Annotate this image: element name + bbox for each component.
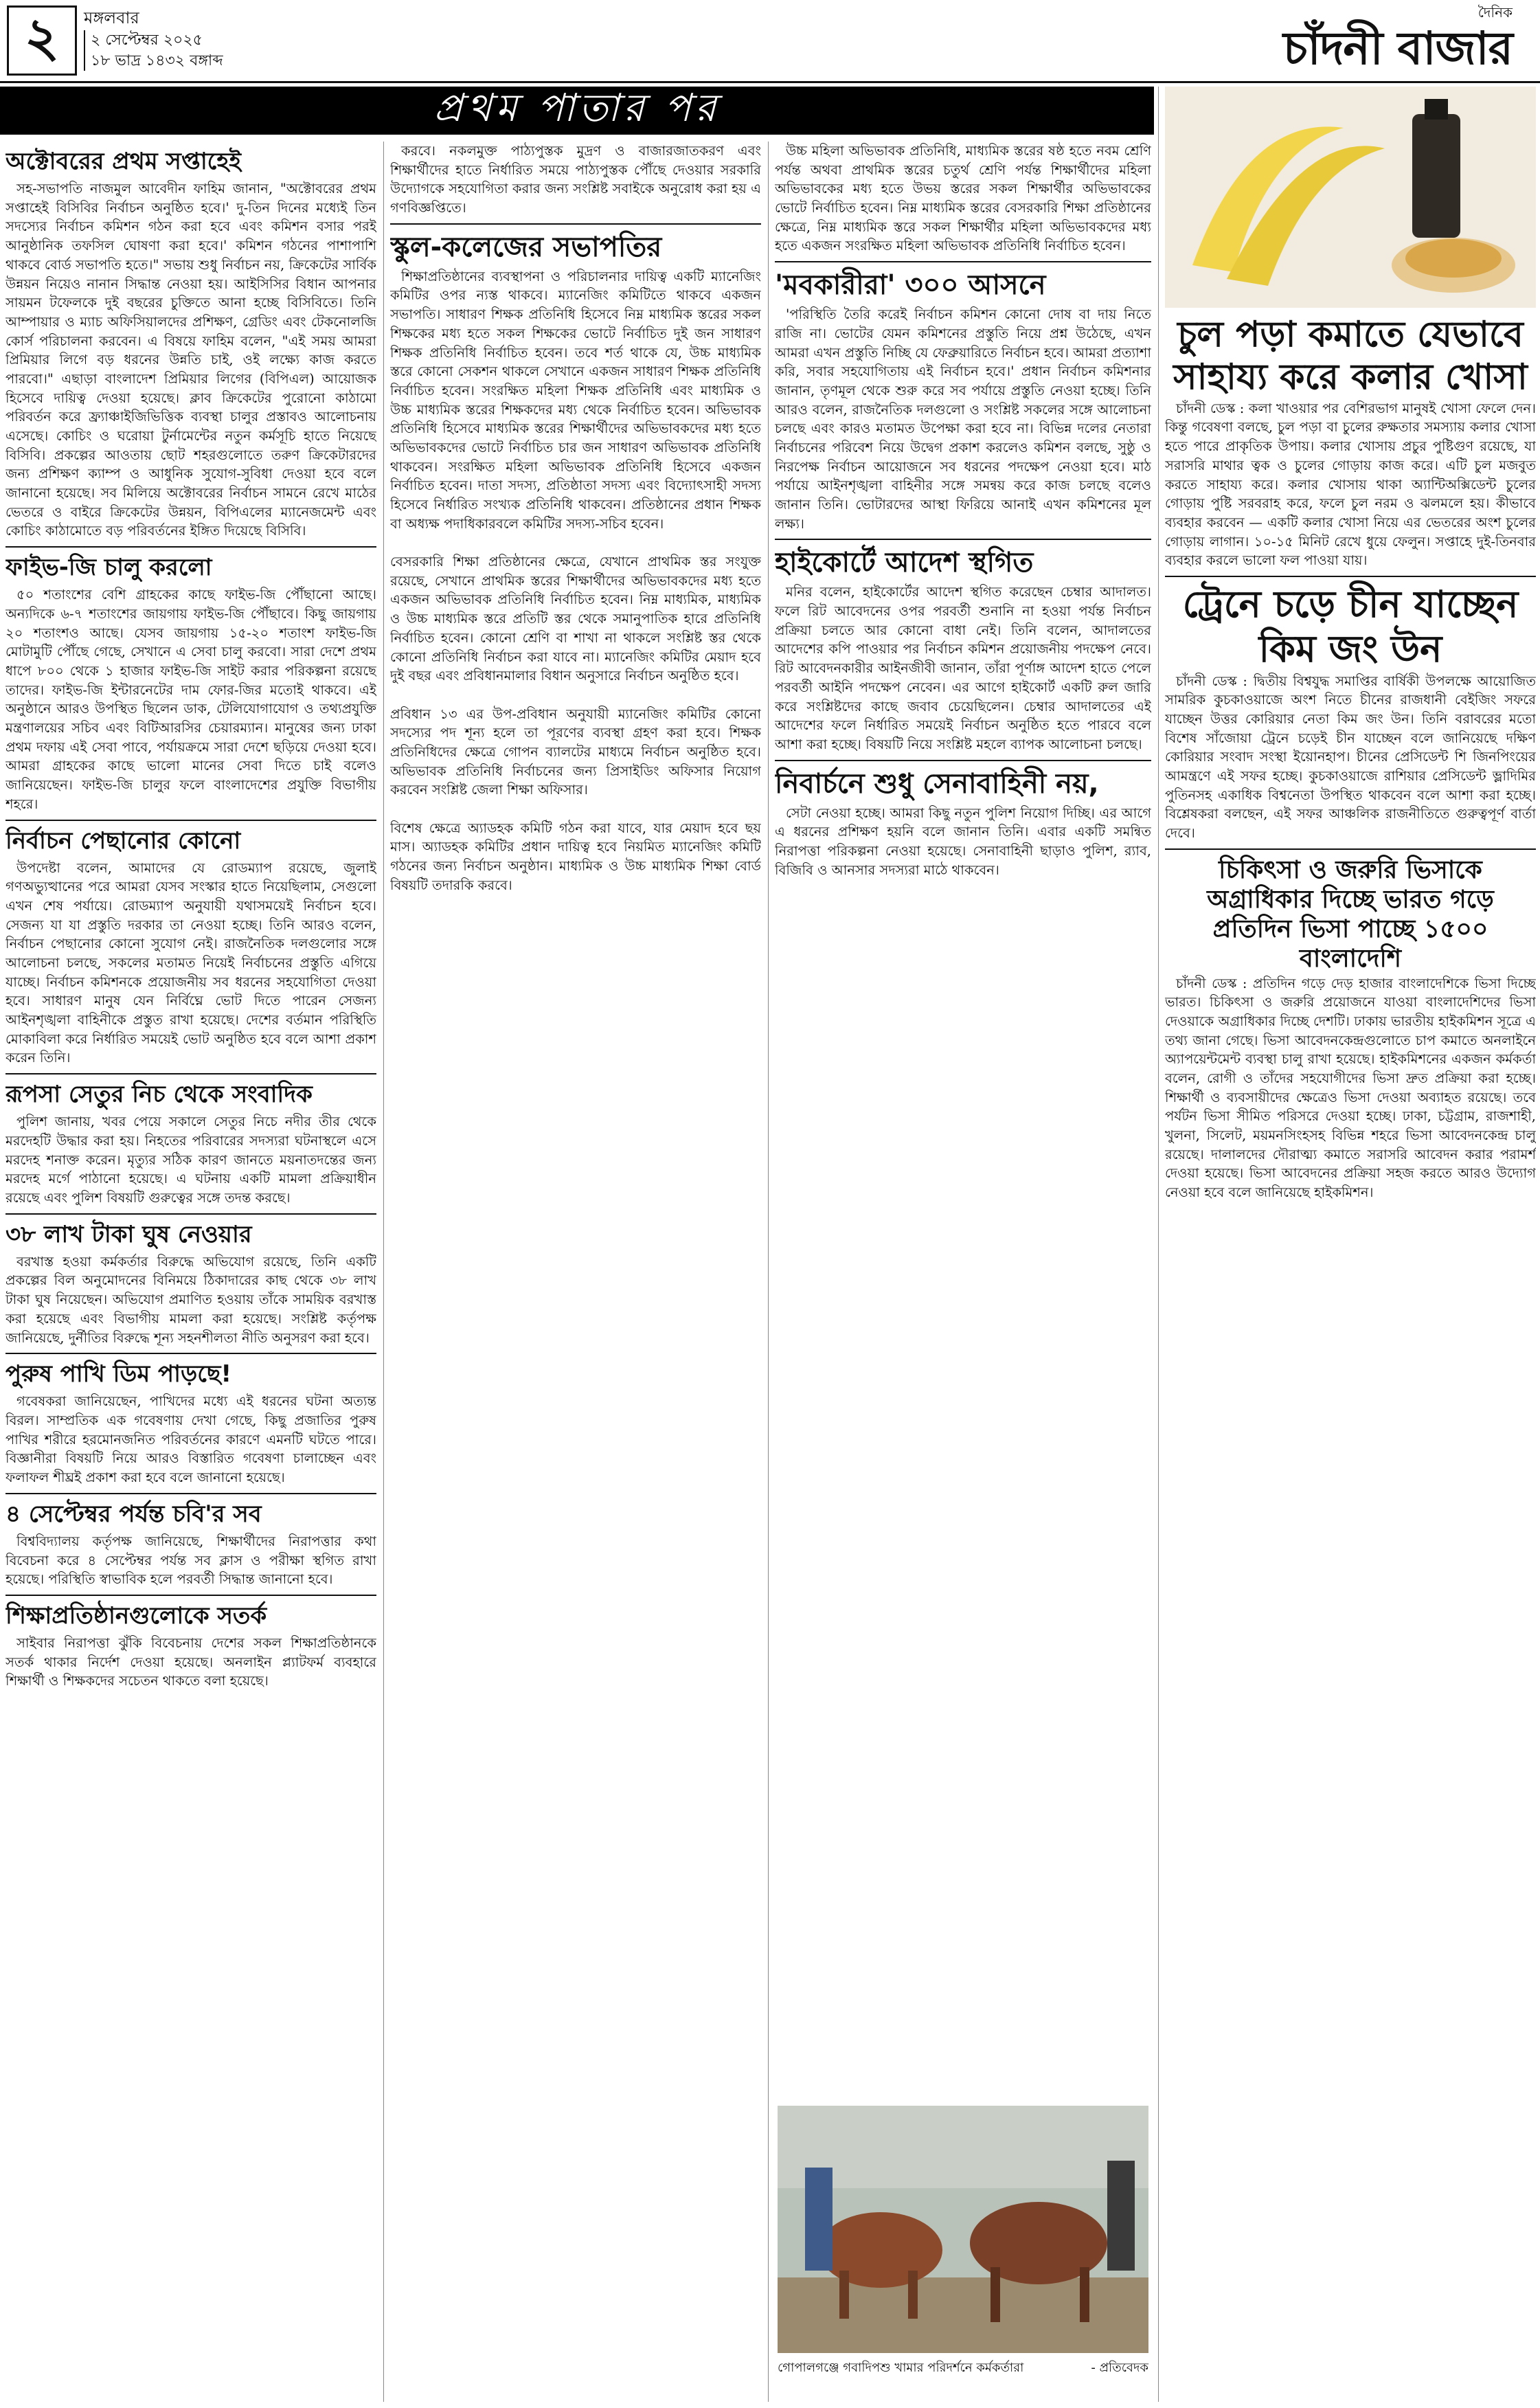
headline-mob-300-seats: 'মবকারীরা' ৩০০ আসনে bbox=[775, 269, 1046, 302]
photo-caption bbox=[778, 2358, 1148, 2379]
divider bbox=[5, 1213, 376, 1215]
caption-text: গোপালগঞ্জে গবাদিপশু খামার পরিদর্শনে কর্মকর্তারা bbox=[778, 2361, 1024, 2375]
story-kim-jong-un: চাঁদনী ডেস্ক : দ্বিতীয় বিশ্বযুদ্ধ সমাপ্তির বার্ষিকী উপলক্ষে আয়োজিত সামরিক কুচকাওয়াজে অংশ নিতে চীনের রাজধানী বেইজিং সফরে যাচ্ছেন উত্তর কোরিয়ার নেতা কিম জং উন। তিনি বরাবরের মতো বিশেষ সাঁজোয়া ট্রেনে চড়েই চীন যাচ্ছেন বলে জানিয়েছে দক্ষিণ কোরিয়ার সংবাদ সংস্থা ইয়োনহাপ। চীনের প্রেসিডেন্ট শি জিনপিংয়ের আমন্ত্রণে এই সফর হচ্ছে। কুচকাওয়াজে রাশিয়ার প্রেসিডেন্ট ভ্লাদিমির পুতিনসহ একাধিক বিশ্বনেতা উপস্থিত থাকবেন বলে আশা করা হচ্ছে। বিশ্লেষকরা বলছেন, এই সফর আঞ্চলিক রাজনীতিতে গুরুত্বপূর্ণ বার্তা দেবে। bbox=[1165, 673, 1536, 842]
issue-day: মঙ্গলবার bbox=[84, 8, 139, 27]
cattle-illustration bbox=[778, 2106, 1148, 2353]
story-institution-alert: সাইবার নিরাপত্তা ঝুঁকি বিবেচনায় দেশের সকল শিক্ষাপ্রতিষ্ঠানকে সতর্ক থাকার নির্দেশ দেওয়া হয়েছে। অনলাইন প্ল্যাটফর্ম ব্যবহারে শিক্ষার্থী ও শিক্ষকদের সচেতন থাকতে বলা হয়েছে। bbox=[5, 1635, 376, 1689]
story-school-continued: উচ্চ মহিলা অভিভাবক প্রতিনিধি, মাধ্যমিক স্তরের ষষ্ঠ হতে নবম শ্রেণি পর্যন্ত অথবা প্রাথমিক স্তরের চতুর্থ শ্রেণি পর্যন্ত শিক্ষার্থীদের মহিলা অভিভাবকের মধ্য হতে উভয় স্তরের সকল শিক্ষার্থীর অভিভাবকের ভোটে নির্বাচিত হবেন। নিম্ন মাধ্যমিক স্তরের বেসরকারি শিক্ষা প্রতিষ্ঠানের ক্ষেত্রে, নিম্ন মাধ্যমিক স্তরে সকল শিক্ষার্থীর মহিলা অভিভাবকদের মধ্য হতে একজন সংরক্ষিত মহিলা অভিভাবক প্রতিনিধি নির্বাচিত হবেন। bbox=[775, 143, 1151, 254]
headline-male-bird: পুরুষ পাখি ডিম পাড়ছে! bbox=[5, 1360, 232, 1388]
story-cu-closure: বিশ্ববিদ্যালয় কর্তৃপক্ষ জানিয়েছে, শিক্ষার্থীদের নিরাপত্তার কথা বিবেচনা করে ৪ সেপ্টেম্বর পর্যন্ত সব ক্লাস ও পরীক্ষা স্থগিত রাখা হয়েছে। পরিস্থিতি স্বাভাবিক হলে পরবর্তী সিদ্ধান্ত জানানো হবে। bbox=[5, 1533, 376, 1588]
divider bbox=[5, 820, 376, 821]
headline-india-visa: চিকিৎসা ও জরুরি ভিসাকে অগ্রাধিকার দিচ্ছে ভারত গড়ে প্রতিদিন ভিসা পাচ্ছে ১৫০০ বাংলাদেশি bbox=[1207, 855, 1494, 974]
story-bribe: বরখাস্ত হওয়া কর্মকর্তার বিরুদ্ধে অভিযোগ রয়েছে, তিনি একটি প্রকল্পের বিল অনুমোদনের বিনিময়ে ঠিকাদারের কাছ থেকে ৩৮ লাখ টাকা ঘুষ নিয়েছেন। অভিযোগ প্রমাণিত হওয়ায় তাঁকে সাময়িক বরখাস্ত করা হয়েছে এবং বিভাগীয় মামলা করা হয়েছে। সংশ্লিষ্ট কর্তৃপক্ষ জানিয়েছে, দুর্নীতির বিরুদ্ধে শূন্য সহনশীলতা নীতি অনুসরণ করা হবে। bbox=[5, 1253, 376, 1346]
divider bbox=[5, 1493, 376, 1494]
masthead bbox=[0, 0, 1540, 83]
page-number: ২ bbox=[7, 5, 77, 76]
story-banana-peel: চাঁদনী ডেস্ক : কলা খাওয়ার পর বেশিরভাগ মানুষই খোসা ফেলে দেন। কিন্তু গবেষণা বলছে, চুল পড়া বা চুলের রুক্ষতার সমস্যায় কলার খোসা হতে পারে প্রাকৃতিক উপায়। কলার খোসায় প্রচুর পুষ্টিগুণ রয়েছে, যা সরাসরি মাথার ত্বক ও চুলের গোড়ায় কাজ করে। এটি চুল মজবুত করতে সাহায্য করে। কলার খোসায় থাকা অ্যান্টিঅক্সিডেন্ট চুলের গোড়ায় পুষ্টি সরবরাহ করে, ফলে চুল নরম ও ঝলমলে হয়। কীভাবে ব্যবহার করবেন — একটি কলার খোসা নিয়ে এর ভেতরের অংশ চুলের গোড়ায় লাগান। ১০-১৫ মিনিট রেখে ধুয়ে ফেলুন। সপ্তাহে দুই-তিনবার ব্যবহার করলে ভালো ফল পাওয়া যায়। bbox=[1165, 400, 1536, 569]
date-bn: ১৮ ভাদ্র ১৪৩২ বঙ্গাব্দ bbox=[91, 52, 223, 69]
column-1 bbox=[5, 142, 376, 2402]
headline-cu-closure: ৪ সেপ্টেম্বর পর্যন্ত চবি'র সব bbox=[5, 1500, 262, 1528]
column-3 bbox=[775, 142, 1151, 2402]
divider bbox=[390, 223, 761, 225]
cattle-photo bbox=[778, 2106, 1148, 2353]
divider bbox=[775, 760, 1151, 761]
issue-dates bbox=[84, 30, 223, 71]
banana-photo bbox=[1165, 87, 1536, 308]
divider bbox=[5, 1353, 376, 1354]
banana-illustration bbox=[1165, 87, 1536, 308]
story-textbook-continued: করবে। নকলমুক্ত পাঠ্যপুস্তক মুদ্রণ ও বাজারজাতকরণ এবং শিক্ষার্থীদের হাতে নির্ধারিত সময়ে পাঠ্যপুস্তক পৌঁছে দেওয়ার সরকারি উদ্যোগকে সহযোগিতা করার জন্য সংশ্লিষ্ট সবাইকে অনুরোধ করা হয় এ গণবিজ্ঞপ্তিতে। bbox=[390, 143, 761, 216]
divider bbox=[1165, 848, 1536, 850]
headline-5g: ফাইভ-জি চালু করলো bbox=[5, 554, 212, 582]
brand-small: দৈনিক bbox=[1477, 4, 1513, 21]
story-male-bird: গবেষকরা জানিয়েছেন, পাখিদের মধ্যে এই ধরনের ঘটনা অত্যন্ত বিরল। সাম্প্রতিক এক গবেষণায় দেখা গেছে, কিছু প্রজাতির পুরুষ পাখির শরীরে হরমোনজনিত পরিবর্তনের কারণে এমনটি ঘটতে পারে। বিজ্ঞানীরা বিষয়টি নিয়ে আরও বিস্তারিত গবেষণা চালাচ্ছেন এবং ফলাফল শীঘ্রই প্রকাশ করা হবে বলে জানানো হয়েছে। bbox=[5, 1393, 376, 1486]
divider bbox=[775, 261, 1151, 262]
story-india-visa: চাঁদনী ডেস্ক : প্রতিদিন গড়ে দেড় হাজার বাংলাদেশিকে ভিসা দিচ্ছে ভারত। চিকিৎসা ও জরুরি প্রয়োজনে যাওয়া বাংলাদেশিদের ভিসা দেওয়াকে অগ্রাধিকার দিচ্ছে দেশটি। ঢাকায় ভারতীয় হাইকমিশন সূত্রে এ তথ্য জানা গেছে। ভিসা আবেদনকেন্দ্রগুলোতে চাপ কমাতে অনলাইনে অ্যাপয়েন্টমেন্ট ব্যবস্থা চালু রাখা হয়েছে। হাইকমিশনের একজন কর্মকর্তা বলেন, রোগী ও তাঁদের সহযোগীদের ভিসা দ্রুত প্রক্রিয়া করা হচ্ছে। শিক্ষার্থী ও ব্যবসায়ীদের ক্ষেত্রেও ভিসা দেওয়া অব্যাহত রয়েছে। তবে পর্যটন ভিসা সীমিত পরিসরে দেওয়া হচ্ছে। ঢাকা, চট্টগ্রাম, রাজশাহী, খুলনা, সিলেট, ময়মনসিংহসহ বিভিন্ন শহরে ভিসা আবেদনকেন্দ্র চালু রয়েছে। দালালদের দৌরাত্ম্য কমাতে সরাসরি আবেদন করার পরামর্শ দেওয়া হয়েছে। ভিসা আবেদনের প্রক্রিয়া সহজ করতে আরও উদ্যোগ নেওয়া হবে বলে জানিয়েছে হাইকমিশন। bbox=[1165, 975, 1536, 1201]
story-5g: ৫০ শতাংশের বেশি গ্রাহকের কাছে ফাইভ-জি পৌঁছানো আছে। অন্যদিকে ৬-৭ শতাংশের জায়গায় ফাইভ-জি পৌঁছাবে। কিছু জায়গায় ২০ শতাংশও আছে। যেসব জায়গায় ১৫-২০ শতাংশ ফাইভ-জি মোটামুটি পৌঁছে গেছে, সেখানে এ সেবা চালু করবো। সারা দেশে প্রথম ধাপে ৮০০ থেকে ১ হাজার ফাইভ-জি সাইট করার পরিকল্পনা রয়েছে তাদের। ফাইভ-জি ইন্টারনেটের দাম ফোর-জির মতোই থাকবে। এই অনুষ্ঠানে আরও উপস্থিত ছিলেন ডাক, টেলিযোগাযোগ ও তথ্যপ্রযুক্তি মন্ত্রণালয়ের সচিব এবং বিটিআরসির চেয়ারম্যান। মানুষের জন্য ঢাকা প্রথম দফায় এই সেবা পাবে, পর্যায়ক্রমে সারা দেশে ছড়িয়ে দেওয়া হবে। আমরা গ্রাহকের কাছে ভালো মানের সেবা দিতে চাই বলেও জানিয়েছেন। ফাইভ-জি চালুর ফলে বাংলাদেশের প্রযুক্তি বিভাগীয় শহরে। bbox=[5, 587, 376, 812]
headline-institution-alert: শিক্ষাপ্রতিষ্ঠানগুলোকে সতর্ক bbox=[5, 1601, 267, 1630]
headline-school-chairman: স্কুল-কলেজের সভাপতির bbox=[390, 231, 662, 263]
headline-election-army: নিবার্চনে শুধু সেনাবাহিনী নয়, bbox=[775, 767, 1099, 800]
headline-high-court: হাইকোর্টে আদেশ স্থগিত bbox=[775, 547, 1034, 579]
divider bbox=[5, 1073, 376, 1074]
brand-logo bbox=[1282, 3, 1513, 75]
headline-rupsha-bridge: রূপসা সেতুর নিচ থেকে সংবাদিক bbox=[5, 1081, 313, 1109]
headline-election-delay: নির্বাচন পেছানোর কোনো bbox=[5, 826, 241, 855]
story-rupsha-bridge: পুলিশ জানায়, খবর পেয়ে সকালে সেতুর নিচে নদীর তীর থেকে মরদেহটি উদ্ধার করা হয়। নিহতের পরিবারের সদস্যরা ঘটনাস্থলে এসে মরদেহ শনাক্ত করেন। মৃত্যুর সঠিক কারণ জানতে ময়নাতদন্তের জন্য মরদেহ মর্গে পাঠানো হয়েছে। এ ঘটনায় একটি মামলা প্রক্রিয়াধীন রয়েছে এবং পুলিশ বিষয়টি গুরুত্বের সঙ্গে তদন্ত করছে। bbox=[5, 1114, 376, 1206]
caption-credit: - প্রতিবেদক bbox=[1091, 2361, 1148, 2375]
story-election-army: সেটা নেওয়া হচ্ছে। আমরা কিছু নতুন পুলিশ নিয়োগ দিচ্ছি। এর আগে এ ধরনের প্রশিক্ষণ হয়নি বলে জানান তিনি। এবার একটি সমন্বিত নিরাপত্তা পরিকল্পনা নেওয়া হয়েছে। সেনাবাহিনী ছাড়াও পুলিশ, র‍্যাব, বিজিবি ও আনসার সদস্যরা মাঠে থাকবেন। bbox=[775, 804, 1151, 878]
headline-bribe: ৩৮ লাখ টাকা ঘুষ নেওয়ার bbox=[5, 1220, 252, 1248]
story-mob-300-seats: 'পরিস্থিতি তৈরি করেই নির্বাচন কমিশন কোনো দোষ বা দায় নিতে রাজি না। ভোটের যেমন কমিশনের প্রস্তুতি নিয়ে প্রশ্ন উঠেছে, এখন আমরা এখন প্রস্তুতি নিচ্ছি যে ফেব্রুয়ারিতে নির্বাচন হবে। আমরা প্রত্যাশা করি, সবার সহযোগিতায় এই নির্বাচন হবে।' প্রধান নির্বাচন কমিশনার জানান, তৃণমূল থেকে শুরু করে সব পর্যায়ে প্রস্তুতি নেওয়া হচ্ছে। তিনি আরও বলেন, রাজনৈতিক দলগুলো ও সংশ্লিষ্ট সকলের সঙ্গে আলোচনা চলছে এবং কারও মতামত উপেক্ষা করা হবে না। বিভিন্ন দলের নেতারা নির্বাচনের পরিবেশ নিয়ে উদ্বেগ প্রকাশ করলেও কমিশন বলছে, সুষ্ঠু ও নিরপেক্ষ নির্বাচন আয়োজনে সব ধরনের পদক্ষেপ নেওয়া হবে। মাঠ পর্যায়ে আইনশৃঙ্খলা বাহিনীর সঙ্গে সমন্বয় করে কাজ চলছে বলেও জানান তিনি। ভোটারদের আস্থা ফিরিয়ে আনাই এখন কমিশনের মূল লক্ষ্য। bbox=[775, 306, 1151, 532]
headline-bcb-election: অক্টোবরের প্রথম সপ্তাহেই bbox=[5, 148, 241, 175]
story-election-delay: উপদেষ্টা বলেন, আমাদের যে রোডম্যাপ রয়েছে, জুলাই গণঅভ্যুত্থানের পরে আমরা যেসব সংস্কার হাতে নিয়েছিলাম, সেগুলো এখন শেষ পর্যায়ে। রোডম্যাপ অনুযায়ী যথাসময়েই নির্বাচন হবে। সেজন্য যা যা প্রস্তুতি দরকার তা নেওয়া হচ্ছে। তিনি আরও বলেন, নির্বাচন পেছানোর কোনো সুযোগ নেই। রাজনৈতিক দলগুলোর সঙ্গে আলোচনা চলছে, সকলের মতামত নিয়েই নির্বাচনের প্রস্তুতি এগিয়ে যাচ্ছে। নির্বাচন কমিশনকে প্রয়োজনীয় সব ধরনের সহযোগিতা দেওয়া হবে। সাধারণ মানুষ যেন নির্বিঘ্নে ভোট দিতে পারেন সেজন্য আইনশৃঙ্খলা বাহিনীকে প্রস্তুত রাখা হয়েছে। দেশের বর্তমান পরিস্থিতি মোকাবিলা করে নির্ধারিত সময়েই ভোট অনুষ্ঠিত হবে বলে আশা প্রকাশ করেন তিনি। bbox=[5, 859, 376, 1066]
divider bbox=[775, 539, 1151, 540]
column-4 bbox=[1165, 313, 1536, 2402]
column-rule bbox=[1158, 87, 1159, 2402]
column-rule bbox=[768, 142, 769, 2402]
divider bbox=[1165, 576, 1536, 577]
story-high-court: মনির বলেন, হাইকোর্টের আদেশ স্থগিত করেছেন চেম্বার আদালত। ফলে রিট আবেদনের ওপর পরবর্তী শুনানি না হওয়া পর্যন্ত নির্বাচন প্রক্রিয়া চলতে আর কোনো বাধা নেই। তিনি বলেন, আদালতের আদেশের কপি পাওয়ার পর নির্বাচন কমিশন প্রয়োজনীয় পদক্ষেপ নেবে। রিট আবেদনকারীর আইনজীবী জানান, তাঁরা পূর্ণাঙ্গ আদেশ হাতে পেলে পরবর্তী আইনি পদক্ষেপ নেবেন। এর আগে হাইকোর্ট একটি রুল জারি করে সংশ্লিষ্টদের কাছে জবাব চেয়েছিলেন। চেম্বার আদালতের এই আদেশের ফলে নির্ধারিত সময়েই নির্বাচন অনুষ্ঠিত হতে পারবে বলে আশা করা হচ্ছে। বিষয়টি নিয়ে সংশ্লিষ্ট মহলে ব্যাপক আলোচনা চলছে। bbox=[775, 584, 1151, 752]
column-2 bbox=[390, 142, 761, 2402]
column-rule bbox=[383, 142, 384, 2402]
brand-name: চাঁদনী বাজার bbox=[1282, 21, 1513, 75]
section-banner: প্রথম পাতার পর bbox=[0, 87, 1154, 135]
story-school-chairman: শিক্ষাপ্রতিষ্ঠানের ব্যবস্থাপনা ও পরিচালনার দায়িত্ব একটি ম্যানেজিং কমিটির ওপর ন্যস্ত থাকবে। ম্যানেজিং কমিটিতে থাকবে একজন সভাপতি। সাধারণ শিক্ষক প্রতিনিধি হিসেবে নিম্ন মাধ্যমিক স্তরের সকল শিক্ষকের মধ্য হতে সকল শিক্ষকের ভোটে নির্বাচিত দুই জন সাধারণ শিক্ষক প্রতিনিধি নির্বাচিত হবেন। তবে শর্ত থাকে যে, উচ্চ মাধ্যমিক স্তরে কোনো সেকশন থাকলে সেখানে একজন সাধারণ শিক্ষক প্রতিনিধি নির্বাচিত হবেন। সংরক্ষিত মহিলা শিক্ষক প্রতিনিধি এবং মাধ্যমিক ও উচ্চ মাধ্যমিক স্তরের শিক্ষকদের মধ্য থেকে নির্বাচিত হবেন। অভিভাবক প্রতিনিধি হিসেবে মাধ্যমিক স্তরের শিক্ষার্থীদের অভিভাবকদের মধ্য হতে অভিভাবকদের ভোটে নির্বাচিত চার জন সাধারণ অভিভাবক প্রতিনিধি থাকবেন। সংরক্ষিত মহিলা অভিভাবক প্রতিনিধি হিসেবে একজন নির্বাচিত হবেন। দাতা সদস্য, প্রতিষ্ঠাতা সদস্য এবং বিদ্যোৎসাহী সদস্য হিসেবে নির্ধারিত সংখ্যক প্রতিনিধি থাকবেন। প্রতিষ্ঠানের প্রধান শিক্ষক বা অধ্যক্ষ পদাধিকারবলে কমিটির সদস্য-সচিব হবেন। বেসরকারি শিক্ষা প্রতিষ্ঠানের ক্ষেত্রে, যেখানে প্রাথমিক স্তর সংযুক্ত রয়েছে, সেখানে প্রাথমিক স্তরের শিক্ষার্থীদের অভিভাবকদের মধ্য হতে একজন অভিভাবক প্রতিনিধি নির্বাচিত হবেন। নিম্ন মাধ্যমিক, মাধ্যমিক ও উচ্চ মাধ্যমিক স্তরে প্রতিটি স্তর থেকে সমানুপাতিক হারে প্রতিনিধি নির্বাচিত হবেন। কোনো শ্রেণি বা শাখা না থাকলে সংশ্লিষ্ট স্তর থেকে কোনো প্রতিনিধি নির্বাচন করা যাবে না। ম্যানেজিং কমিটির মেয়াদ হবে দুই বছর এবং প্রবিধানমালার বিধান অনুসারে নির্বাচন অনুষ্ঠিত হবে। প্রবিধান ১৩ এর উপ-প্রবিধান অনুযায়ী ম্যানেজিং কমিটির কোনো সদস্যের পদ শূন্য হলে তা পূরণের ব্যবস্থা গ্রহণ করা হবে। শিক্ষক প্রতিনিধিদের ক্ষেত্রে গোপন ব্যালটের মাধ্যমে নির্বাচন অনুষ্ঠিত হবে। অভিভাবক প্রতিনিধি নির্বাচনের জন্য প্রিসাইডিং অফিসার নিয়োগ করবেন সংশ্লিষ্ট জেলা শিক্ষা অফিসার। বিশেষ ক্ষেত্রে অ্যাডহক কমিটি গঠন করা যাবে, যার মেয়াদ হবে ছয় মাস। অ্যাডহক কমিটির প্রধান দায়িত্ব হবে নিয়মিত ম্যানেজিং কমিটি গঠনের জন্য নির্বাচন অনুষ্ঠান। মাধ্যমিক ও উচ্চ মাধ্যমিক শিক্ষা বোর্ড বিষয়টি তদারকি করবে। bbox=[390, 268, 761, 893]
headline-banana-peel: চুল পড়া কমাতে যেভাবে সাহায্য করে কলার খোসা bbox=[1173, 314, 1528, 398]
divider bbox=[5, 1595, 376, 1596]
headline-kim-jong-un: ট্রেনে চড়ে চীন যাচ্ছেন কিম জং উন bbox=[1182, 582, 1519, 671]
divider bbox=[5, 546, 376, 548]
story-bcb-election: সহ-সভাপতি নাজমুল আবেদীন ফাহিম জানান, "অক্টোবরের প্রথম সপ্তাহেই বিসিবির নির্বাচন অনুষ্ঠিত হবে।' দু-তিন দিনের মধ্যেই তিন সদস্যের নির্বাচন কমিশন গঠন করা হবে এবং কমিশন বসার পরই আনুষ্ঠানিক তফসিল ঘোষণা করা হবে।' কমিশন গঠনের পাশাপাশি থাকবে বোর্ড সভাপতি হতে।" সভায় শুধু নির্বাচন নয়, ক্রিকেটের সার্বিক উন্নয়ন নিয়েও নানান সিদ্ধান্ত নেওয়া হয়। আইসিসির বিধান আপনার সায়মন টফেলকে দুই বছরের চুক্তিতে আনা হচ্ছে বিসিবিতে। তিনি আম্পায়ার ও ম্যাচ অফিসিয়ালদের প্রশিক্ষণ, গ্রেডিং এবং টেকনোলজি কোর্স পরিচালনা করবেন। এ বিষয়ে ফাহিম বলেন, "এই সময় আমরা প্রিমিয়ার লিগে বড় ধরনের উন্নতি চাই, ওই লক্ষ্যে কাজ করতে পারবো।" এছাড়া বাংলাদেশ প্রিমিয়ার লিগের (বিপিএল) আয়োজক হিসেবে দায়িত্ব দেওয়া হয়েছে। ক্লাব ক্রিকেটের পুরোনো কাঠামো পরিবর্তন করে ফ্র্যাঞ্চাইজিভিত্তিক ব্যবস্থা চালুর প্রস্তাবও আলোচনায় এসেছে। কোচিং ও ঘরোয়া টুর্নামেন্টের নতুন কর্মসূচি হাতে নিয়েছে বিসিবি। প্রকল্পের আওতায় ছোট শহরগুলোতে তরুণ ক্রিকেটারদের জন্য প্রশিক্ষণ ক্যাম্প ও আধুনিক সুযোগ-সুবিধা দেওয়া হবে বলে জানানো হয়েছে। সব মিলিয়ে অক্টোবরের নির্বাচন সামনে রেখে মাঠের ভেতরে ও বাইরে ক্রিকেটের উন্নয়ন, বিপিএলের ম্যানেজমেন্ট এবং কোচিং কাঠামোতে বড় পরিবর্তনের ইঙ্গিত দিয়েছে বিসিবি। bbox=[5, 181, 376, 539]
date-en: ২ সেপ্টেম্বর ২০২৫ bbox=[91, 32, 203, 49]
